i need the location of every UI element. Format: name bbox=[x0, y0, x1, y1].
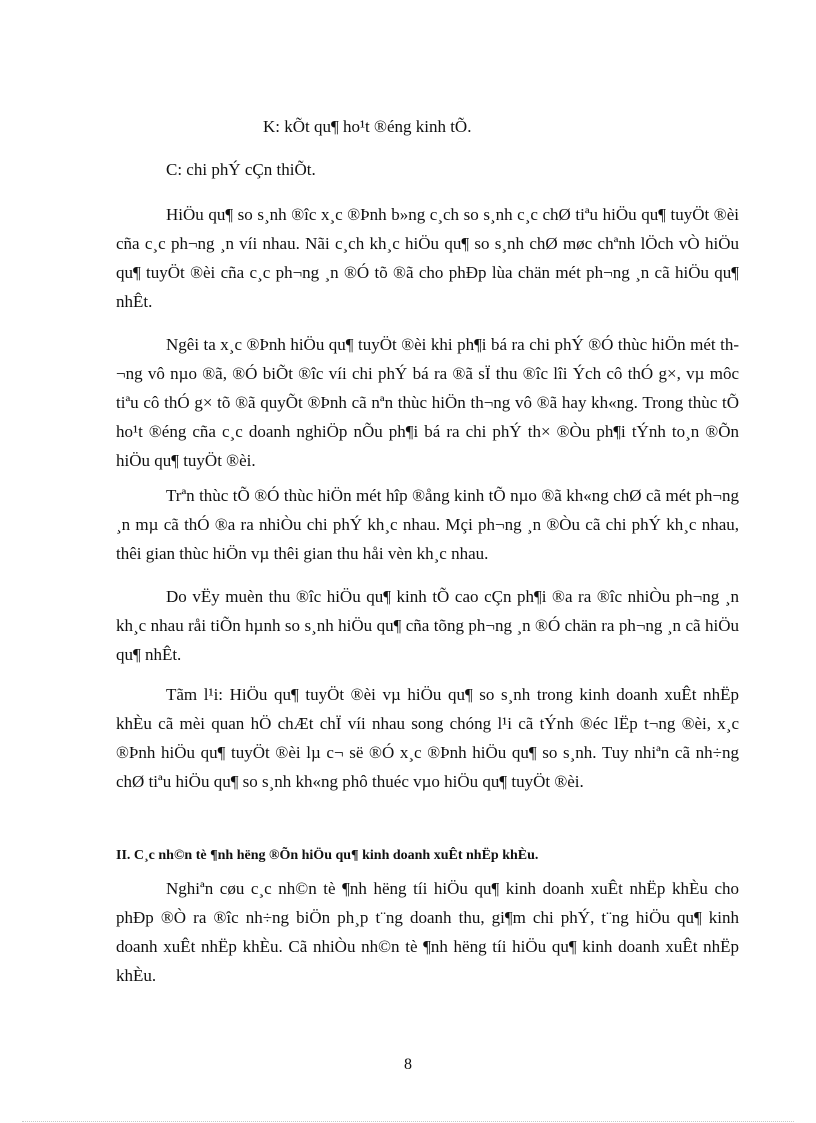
paragraph-choose-best-option: Do vËy muèn thu ®îc hiÖu qu¶ kinh tÕ cao cÇn ph¶i ®a ra ®îc nhiÒu ph¬ng ¸n kh¸c nhau råi tiÕn hµnh so s¸nh hiÖu qu¶ cña tõng ph¬ng ¸n ®Ó chän ra ph¬ng ¸n cã hiÖu qu¶ nhÊt. bbox=[116, 587, 739, 664]
paragraph-comparative-efficiency: HiÖu qu¶ so s¸nh ®îc x¸c ®Þnh b»ng c¸ch so s¸nh c¸c chØ tiªu hiÖu qu¶ tuyÖt ®èi cña c¸c ph¬ng ¸n víi nhau. Nãi c¸ch kh¸c hiÖu qu¶ so s¸nh chØ møc chªnh lÖch vÒ hiÖu qu¶ tuyÖt ®èi cña c¸c ph¬ng ¸n ®Ó tõ ®ã cho phÐp lùa chän mét ph¬ng ¸n cã hiÖu qu¶ nhÊt. bbox=[116, 205, 739, 311]
paragraph-contract-options: Trªn thùc tÕ ®Ó thùc hiÖn mét hîp ®ång kinh tÕ nµo ®ã kh«ng chØ cã mét ph¬ng ¸n mµ cã thÓ ®a ra nhiÒu chi phÝ kh¸c nhau. Mçi ph¬ng ¸n ®Òu cã chi phÝ kh¸c nhau, thêi gian thùc hiÖn vµ thêi gian thu håi vèn kh¸c nhau. bbox=[116, 486, 739, 563]
page-bottom-divider bbox=[22, 1121, 794, 1122]
section-heading: II. C¸c nh©n tè ¶nh hëng ®Õn hiÖu qu¶ kinh doanh xuÊt nhËp khÈu. bbox=[116, 848, 539, 863]
paragraph-factors-intro: Nghiªn cøu c¸c nh©n tè ¶nh hëng tíi hiÖu qu¶ kinh doanh xuÊt nhËp khÈu cho phÐp ®Ò ra ®îc nh÷ng biÖn ph¸p t¨ng doanh thu, gi¶m chi phÝ, t¨ng hiÖu qu¶ kinh doanh xuÊt nhËp khÈu. Cã nhiÒu nh©n tè ¶nh hëng tíi hiÖu qu¶ kinh doanh xuÊt nhËp khÈu. bbox=[116, 879, 739, 985]
definition-k: K: kÕt qu¶ ho¹t ®éng kinh tÕ. bbox=[263, 117, 472, 136]
definition-c: C: chi phÝ cÇn thiÕt. bbox=[166, 160, 316, 179]
page-number: 8 bbox=[404, 1056, 412, 1073]
paragraph-summary: Tãm l¹i: HiÖu qu¶ tuyÖt ®èi vµ hiÖu qu¶ so s¸nh trong kinh doanh xuÊt nhËp khÈu cã mèi quan hÖ chÆt chÏ víi nhau song chóng l¹i cã tÝnh ®éc lËp t¬ng ®èi, x¸c ®Þnh hiÖu qu¶ tuyÖt ®èi lµ c¬ së ®Ó x¸c ®Þnh hiÖu qu¶ so s¸nh. Tuy nhiªn cã nh÷ng chØ tiªu hiÖu qu¶ so s¸nh kh«ng phô thuéc vµo hiÖu qu¶ tuyÖt ®èi. bbox=[116, 685, 739, 791]
paragraph-absolute-efficiency: Ngêi ta x¸c ®Þnh hiÖu qu¶ tuyÖt ®èi khi ph¶i bá ra chi phÝ ®Ó thùc hiÖn mét th¬ng vô nµo ®ã, ®Ó biÕt ®îc víi chi phÝ bá ra ®ã sÏ thu ®îc lîi Ých cô thÓ g×, vµ môc tiªu cô thÓ g× tõ ®ã quyÕt ®Þnh cã nªn thùc hiÖn th¬ng vô ®ã hay kh«ng. Trong thùc tÕ ho¹t ®éng cña c¸c doanh nghiÖp nÕu ph¶i bá ra chi phÝ th× ®Òu ph¶i tÝnh to¸n ®Õn hiÖu qu¶ tuyÖt ®èi. bbox=[116, 335, 739, 470]
